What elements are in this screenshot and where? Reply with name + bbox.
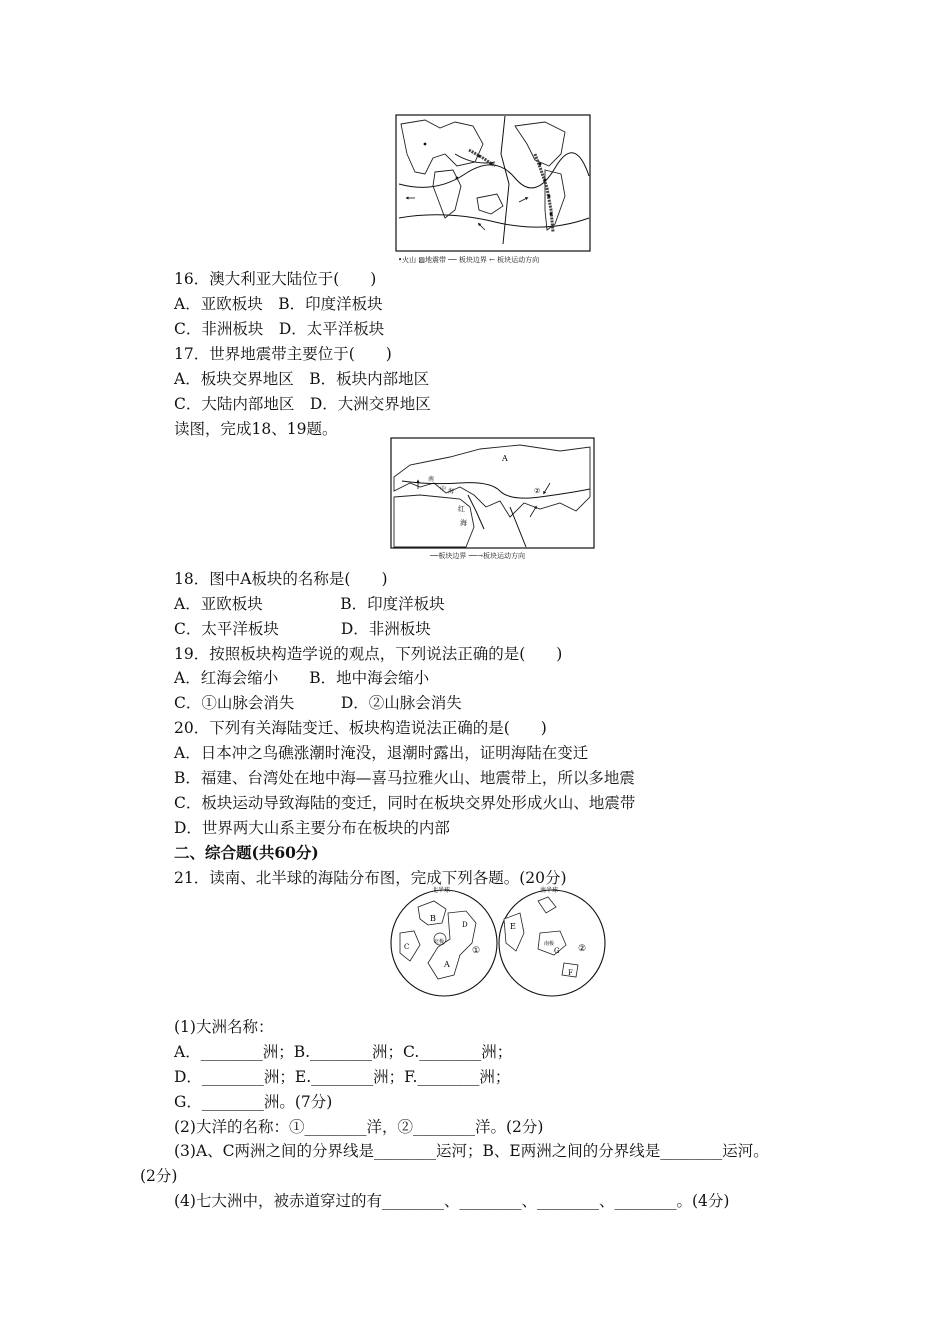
question-18: 18．图中A板块的名称是( ) xyxy=(174,570,388,588)
world-plate-map xyxy=(395,114,591,252)
hemispheres-map xyxy=(388,883,608,999)
q21-part1: (1)大洲名称： xyxy=(174,1018,274,1036)
sea-label-hai: 海 xyxy=(448,488,455,495)
label-ocean-2: ② xyxy=(578,944,587,954)
q20-option-b: B．福建、台湾处在地中海—喜马拉雅火山、地震带上，所以多地震 xyxy=(174,769,635,787)
q19-options-cd: C．①山脉会消失 D．②山脉会消失 xyxy=(174,694,462,712)
sea-label-nan: 南 xyxy=(428,476,435,483)
q21-part1-row3: G．________洲。(7分) xyxy=(174,1093,333,1111)
question-17: 17．世界地震带主要位于( ) xyxy=(174,345,392,363)
q21-part1-row1: A．________洲；B.________洲；C.________洲； xyxy=(174,1043,513,1061)
label-d: D xyxy=(462,921,468,929)
label-ocean-1: ① xyxy=(472,946,481,956)
q16-options-cd: C．非洲板块 D．太平洋板块 xyxy=(174,320,385,338)
label-e: E xyxy=(510,922,516,931)
sea-label-hai2: 海 xyxy=(460,519,467,527)
label-b: B xyxy=(430,914,436,923)
q17-options-ab: A．板块交界地区 B．板块内部地区 xyxy=(174,370,430,388)
regional-plate-map-legend: ──板块边界 ──→板块运动方向 xyxy=(430,552,525,560)
q21-part2: (2)大洋的名称：①________洋，②________洋。(2分) xyxy=(174,1118,544,1136)
plate-label-a: A xyxy=(502,454,508,463)
q18-options-cd: C．太平洋板块 D．非洲板块 xyxy=(174,620,431,638)
label-c: C xyxy=(404,943,410,951)
q21-part3-score: (2分) xyxy=(140,1167,178,1185)
q16-options-ab: A．亚欧板块 B．印度洋板块 xyxy=(174,295,383,313)
south-hemisphere-title: 南半球 xyxy=(540,887,559,894)
q20-option-c: C．板块运动导致海陆的变迁，同时在板块交界处形成火山、地震带 xyxy=(174,794,636,812)
north-hemisphere-title: 北半球 xyxy=(432,887,451,894)
label-north-pole: 北极 xyxy=(434,939,445,945)
q20-option-a: A．日本冲之鸟礁涨潮时淹没，退潮时露出，证明海陆在变迁 xyxy=(174,744,589,762)
mountain-label-2: ② xyxy=(534,487,541,495)
q19-options-ab: A．红海会缩小 B．地中海会缩小 xyxy=(174,669,430,687)
sea-label-hong: 红 xyxy=(458,505,465,513)
label-f: F xyxy=(568,969,573,977)
q21-part3: (3)A、C两洲之间的分界线是________运河；B、E两洲之间的分界线是________运河。 xyxy=(174,1142,769,1160)
q21-part4: (4)七大洲中，被赤道穿过的有________、________、________、________。(4分) xyxy=(174,1192,730,1210)
question-19: 19．按照板块构造学说的观点，下列说法正确的是( ) xyxy=(174,645,563,663)
label-south-pole: 南极 xyxy=(544,941,555,947)
sea-label-zhong: 中 xyxy=(440,486,447,493)
q21-part1-row2: D．________洲；E.________洲；F.________洲； xyxy=(174,1068,511,1086)
read-figure-instruction: 读图，完成18、19题。 xyxy=(174,420,338,438)
label-a: A xyxy=(444,960,450,969)
q18-options-ab: A．亚欧板块 B．印度洋板块 xyxy=(174,595,445,613)
question-21: 21．读南、北半球的海陆分布图，完成下列各题。(20分) xyxy=(174,869,567,887)
world-plate-map-legend: •火山 ▨地震带 ── 板块边界 ← 板块运动方向 xyxy=(398,256,540,264)
q20-option-d: D．世界两大山系主要分布在板块的内部 xyxy=(174,819,450,837)
question-16: 16．澳大利亚大陆位于( ) xyxy=(174,270,377,288)
q17-options-cd: C．大陆内部地区 D．大洲交界地区 xyxy=(174,395,431,413)
question-20: 20．下列有关海陆变迁、板块构造说法正确的是( ) xyxy=(174,719,547,737)
label-g: G xyxy=(554,947,560,955)
regional-plate-map xyxy=(390,437,595,549)
section-2-heading: 二、综合题(共60分) xyxy=(174,843,319,862)
